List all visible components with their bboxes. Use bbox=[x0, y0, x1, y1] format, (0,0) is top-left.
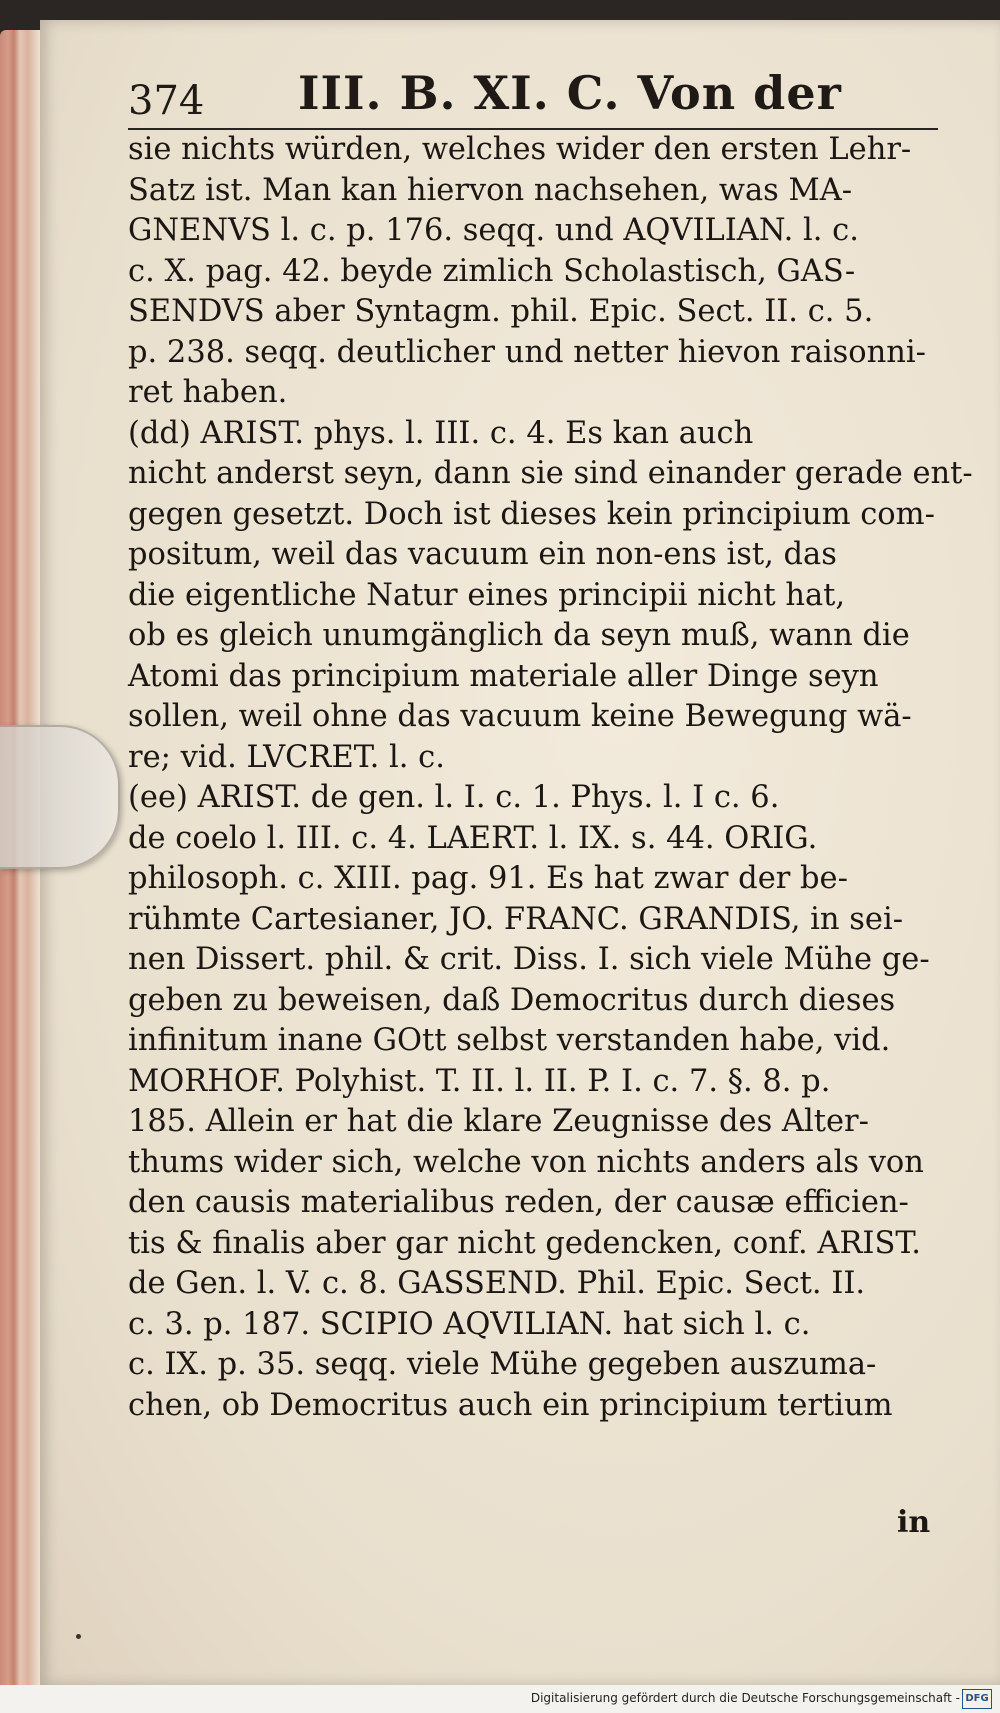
text-line: geben zu beweisen, daß Democritus durch dieses bbox=[128, 982, 896, 1018]
text-line: Satz ist. Man kan hiervon nachsehen, was MA- bbox=[128, 172, 853, 208]
page-clip bbox=[0, 725, 120, 869]
footer-bar bbox=[0, 1685, 1000, 1713]
text-line: sollen, weil ohne das vacuum keine Bewegung wä- bbox=[128, 699, 912, 734]
running-head: III. B. XI. C. Von der bbox=[298, 66, 842, 120]
text-line: SENDVS aber Syntagm. phil. Epic. Sect. II. c. 5. bbox=[128, 294, 874, 329]
text-line: 185. Allein er hat die klare Zeugnisse des Alter- bbox=[128, 1104, 869, 1139]
text-line: ob es gleich unumgänglich da seyn muß, wann die bbox=[128, 618, 910, 653]
text-line: philosoph. c. XIII. pag. 91. Es hat zwar der be- bbox=[128, 861, 848, 896]
text-line: (ee) ARIST. de gen. l. I. c. 1. Phys. l. I c. 6. bbox=[128, 780, 780, 815]
text-line: rühmte Cartesianer, JO. FRANC. GRANDIS, in sei- bbox=[128, 901, 904, 937]
text-line: MORHOF. Polyhist. T. II. l. II. P. I. c. 7. §. 8. p. bbox=[128, 1063, 831, 1099]
ink-spot bbox=[76, 1634, 81, 1639]
text-line: de Gen. l. V. c. 8. GASSEND. Phil. Epic. Sect. II. bbox=[128, 1266, 866, 1301]
text-line: gegen gesetzt. Doch ist dieses kein principium com- bbox=[128, 496, 935, 532]
text-line: nen Dissert. phil. & crit. Diss. I. sich viele Mühe ge- bbox=[128, 942, 930, 977]
page-header bbox=[128, 64, 938, 130]
text-line: de coelo l. III. c. 4. LAERT. l. IX. s. 44. ORIG. bbox=[128, 820, 818, 856]
footnote-text bbox=[128, 130, 973, 1426]
text-line: c. IX. p. 35. seqq. viele Mühe gegeben auszuma- bbox=[128, 1347, 877, 1382]
text-line: die eigentliche Natur eines principii nicht hat, bbox=[128, 577, 846, 613]
text-line: tis & finalis aber gar nicht gedencken, conf. ARIST. bbox=[128, 1225, 921, 1261]
text-line: positum, weil das vacuum ein non-ens ist, das bbox=[128, 537, 837, 572]
text-line: (dd) ARIST. phys. l. III. c. 4. Es kan auch bbox=[128, 415, 754, 451]
text-line: GNENVS l. c. p. 176. seqq. und AQVILIAN. l. c. bbox=[128, 213, 859, 248]
text-line: ret haben. bbox=[128, 375, 288, 410]
text-line: den causis materialibus reden, der causæ efficien- bbox=[128, 1185, 909, 1220]
text-line: re; vid. LVCRET. l. c. bbox=[128, 739, 445, 775]
text-line: thums wider sich, welche von nichts anders als von bbox=[128, 1144, 924, 1180]
text-line: c. X. pag. 42. beyde zimlich Scholastisch, GAS- bbox=[128, 253, 856, 289]
catchword: in bbox=[897, 1505, 931, 1540]
text-line: Atomi das principium materiale aller Dinge seyn bbox=[128, 658, 879, 694]
dfg-logo-icon: DFG bbox=[962, 1689, 992, 1709]
text-line: p. 238. seqq. deutlicher und netter hievon raisonni- bbox=[128, 334, 926, 370]
text-line: nicht anderst seyn, dann sie sind einander gerade ent- bbox=[128, 456, 973, 491]
funding-credit: Digitalisierung gefördert durch die Deutsche Forschungsgemeinschaft - bbox=[530, 1691, 960, 1705]
text-line: sie nichts würden, welches wider den ersten Lehr- bbox=[128, 132, 912, 167]
text-line: chen, ob Democritus auch ein principium tertium bbox=[128, 1387, 893, 1423]
text-line: c. 3. p. 187. SCIPIO AQVILIAN. hat sich l. c. bbox=[128, 1306, 811, 1342]
page-number: 374 bbox=[128, 78, 205, 124]
text-line: infinitum inane GOtt selbst verstanden habe, vid. bbox=[128, 1023, 891, 1058]
